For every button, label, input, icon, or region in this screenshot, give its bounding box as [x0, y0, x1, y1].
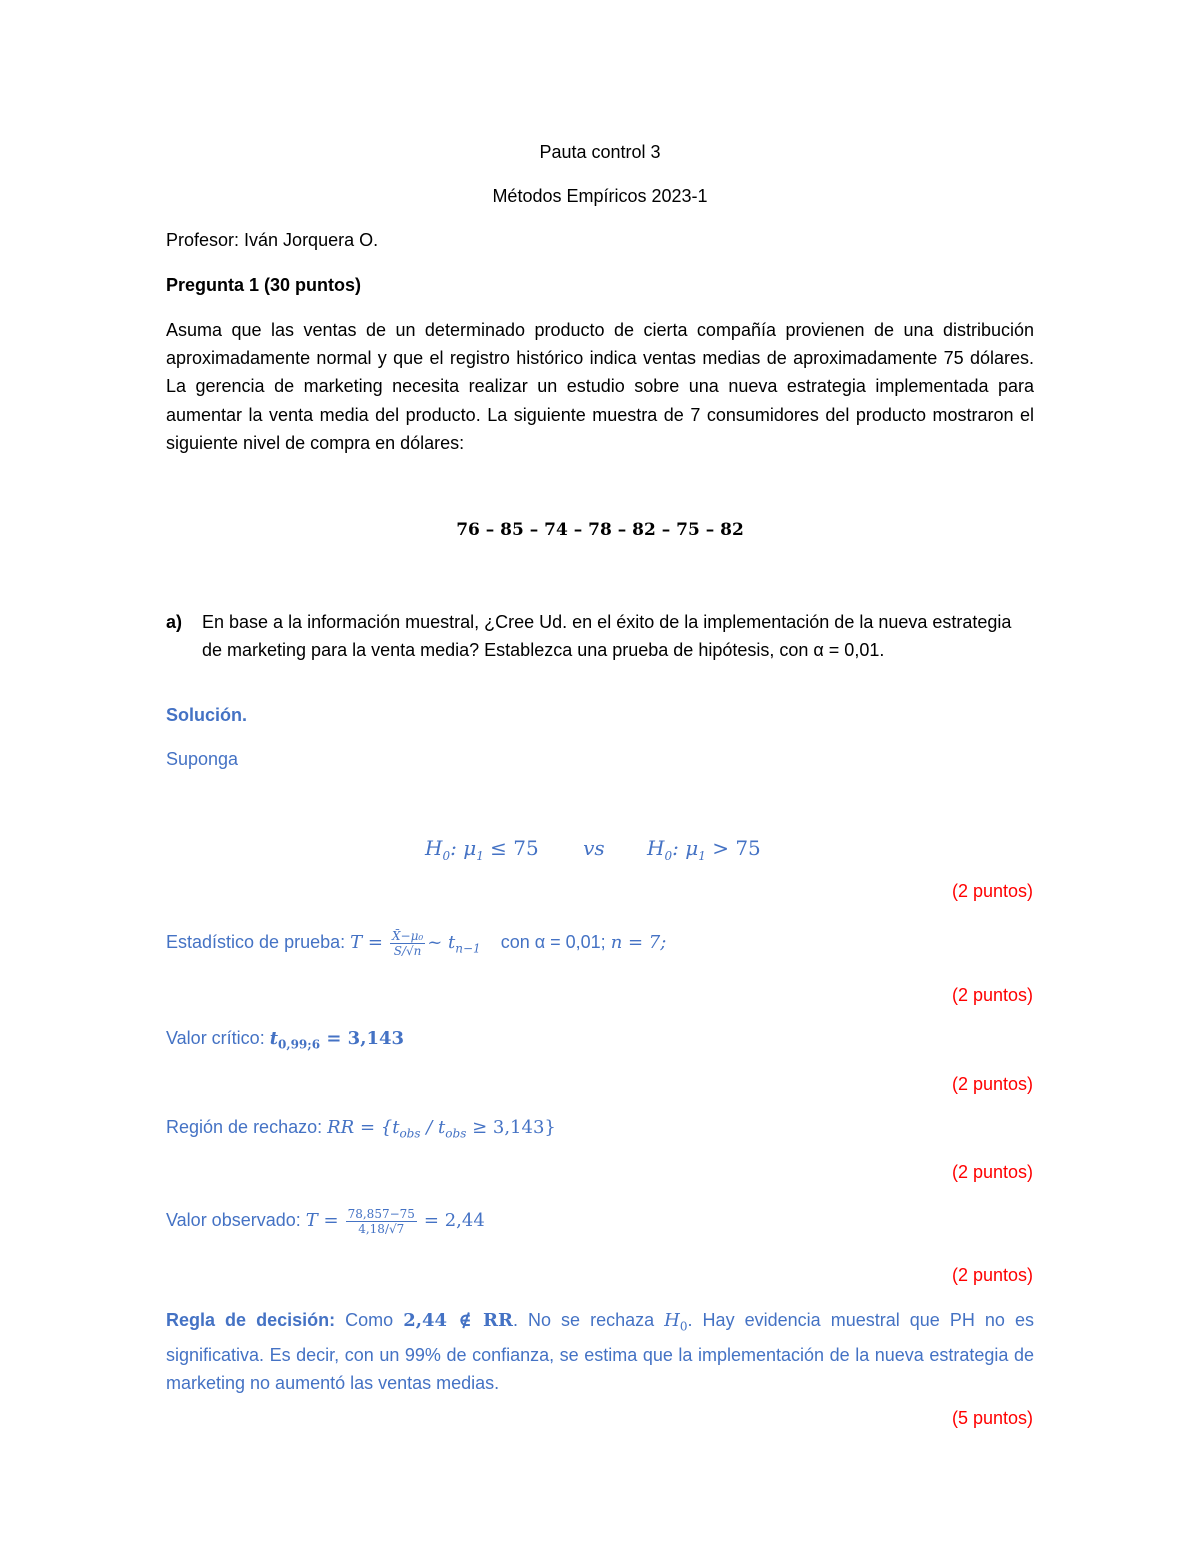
decision-rule-math1: 2,44 ∉ RR — [403, 1310, 513, 1331]
critical-value — [166, 1028, 404, 1052]
hyp-null-sub: 0 — [442, 849, 451, 863]
rejection-region-expr-a: RR = {t — [327, 1117, 400, 1138]
sample-data: 76 – 85 – 74 – 78 – 82 – 75 – 82 — [456, 520, 744, 540]
part-a-text: En base a la información muestral, ¿Cree Ud. en el éxito de la implementación de la nueva estrategia de marketing para la venta media? Establezca una prueba de hipótesis, con α = 0,01. — [202, 612, 1012, 660]
rejection-region — [166, 1117, 556, 1141]
test-statistic-n: n = 7; — [610, 932, 667, 953]
decision-rule-text3: . Hay evidencia muestral que PH no es significativa. Es decir, con un 99% de confianza, se estima que la implementación de la nueva estrategia de marketing no aumentó las ventas medias. — [166, 1310, 1034, 1393]
critical-value-sub: 0,99;6 — [278, 1037, 321, 1052]
points-rejection: (2 puntos) — [951, 1162, 1033, 1182]
professor-name: Profesor: Iván Jorquera O. — [166, 230, 379, 250]
points-observed: (2 puntos) — [951, 1265, 1033, 1285]
observed-value-label: Valor observado: — [166, 1210, 301, 1230]
observed-value-numerator: 78,857−75 — [347, 1206, 415, 1221]
observed-value-result: = 2,44 — [423, 1210, 485, 1231]
decision-rule-math2-sub: 0 — [679, 1319, 688, 1334]
test-statistic-numerator: X̄−μ₀ — [391, 928, 424, 943]
hyp-alt-sub: 0 — [664, 849, 673, 863]
hypotheses — [425, 836, 761, 863]
solution-title: Solución. — [166, 705, 247, 725]
hyp-null-mu-sub: 1 — [476, 849, 484, 863]
rejection-region-expr-c: ≥ 3,143} — [466, 1117, 556, 1138]
hyp-null-relation: ≤ 75 — [483, 836, 539, 860]
question-statement: Asuma que las ventas de un determinado producto de cierta compañía provienen de una distribución aproximadamente normal y que el registro histórico indica ventas medias de aproximadamente 75 dólares. La gerencia de marketing necesita realizar un estudio sobre una nueva estrategia implementada para aumentar la venta media del producto. La siguiente muestra de 7 consumidores del producto mostraron el siguiente nivel de compra en dólares: — [166, 320, 1034, 453]
observed-value-denominator: 4,18/√7 — [358, 1221, 405, 1236]
points-statistic: (2 puntos) — [951, 985, 1033, 1005]
test-statistic-df: n−1 — [455, 941, 481, 956]
hyp-alt-h: H — [647, 836, 665, 860]
document-title: Pauta control 3 — [539, 142, 661, 162]
rejection-region-sub-a: obs — [399, 1126, 421, 1141]
observed-value-t: T = — [305, 1210, 339, 1231]
test-statistic-denominator: S/√n — [393, 943, 422, 958]
test-statistic-distribution: ~ t — [427, 932, 456, 953]
hyp-null-mu: : μ — [450, 836, 477, 860]
critical-value-label: Valor crítico: — [166, 1028, 265, 1048]
part-a-label: a) — [166, 612, 183, 632]
observed-value-fraction — [346, 1207, 417, 1236]
critical-value-t: t — [269, 1028, 279, 1049]
rejection-region-label: Región de rechazo: — [166, 1117, 323, 1137]
decision-rule — [166, 1306, 1034, 1397]
decision-rule-math2: H — [664, 1310, 680, 1331]
rejection-region-expr-b: / t — [420, 1117, 446, 1138]
observed-value — [166, 1202, 485, 1239]
decision-rule-text1: Como — [335, 1310, 404, 1330]
critical-value-number: = 3,143 — [320, 1028, 405, 1049]
decision-rule-label: Regla de decisión: — [166, 1310, 336, 1330]
hyp-null-h: H — [425, 836, 443, 860]
suppose-text: Suponga — [166, 749, 239, 769]
test-statistic — [166, 924, 666, 967]
course-name: Métodos Empíricos 2023-1 — [492, 186, 708, 206]
points-critical: (2 puntos) — [951, 1074, 1033, 1094]
points-decision: (5 puntos) — [951, 1408, 1033, 1428]
decision-rule-text2: . No se rechaza — [512, 1310, 665, 1330]
hyp-alt-mu: : μ — [672, 836, 699, 860]
hyp-alt-relation: > 75 — [705, 836, 761, 860]
hyp-alt-mu-sub: 1 — [698, 849, 706, 863]
test-statistic-label: Estadístico de prueba: — [166, 932, 346, 952]
test-statistic-conditions: con α = 0,01; — [500, 932, 606, 952]
points-hypotheses: (2 puntos) — [951, 881, 1033, 901]
rejection-region-sub-b: obs — [445, 1126, 467, 1141]
question-heading: Pregunta 1 (30 puntos) — [166, 275, 362, 295]
test-statistic-fraction — [390, 929, 425, 958]
test-statistic-t: T = — [350, 932, 383, 953]
hyp-vs: vs — [583, 836, 605, 860]
